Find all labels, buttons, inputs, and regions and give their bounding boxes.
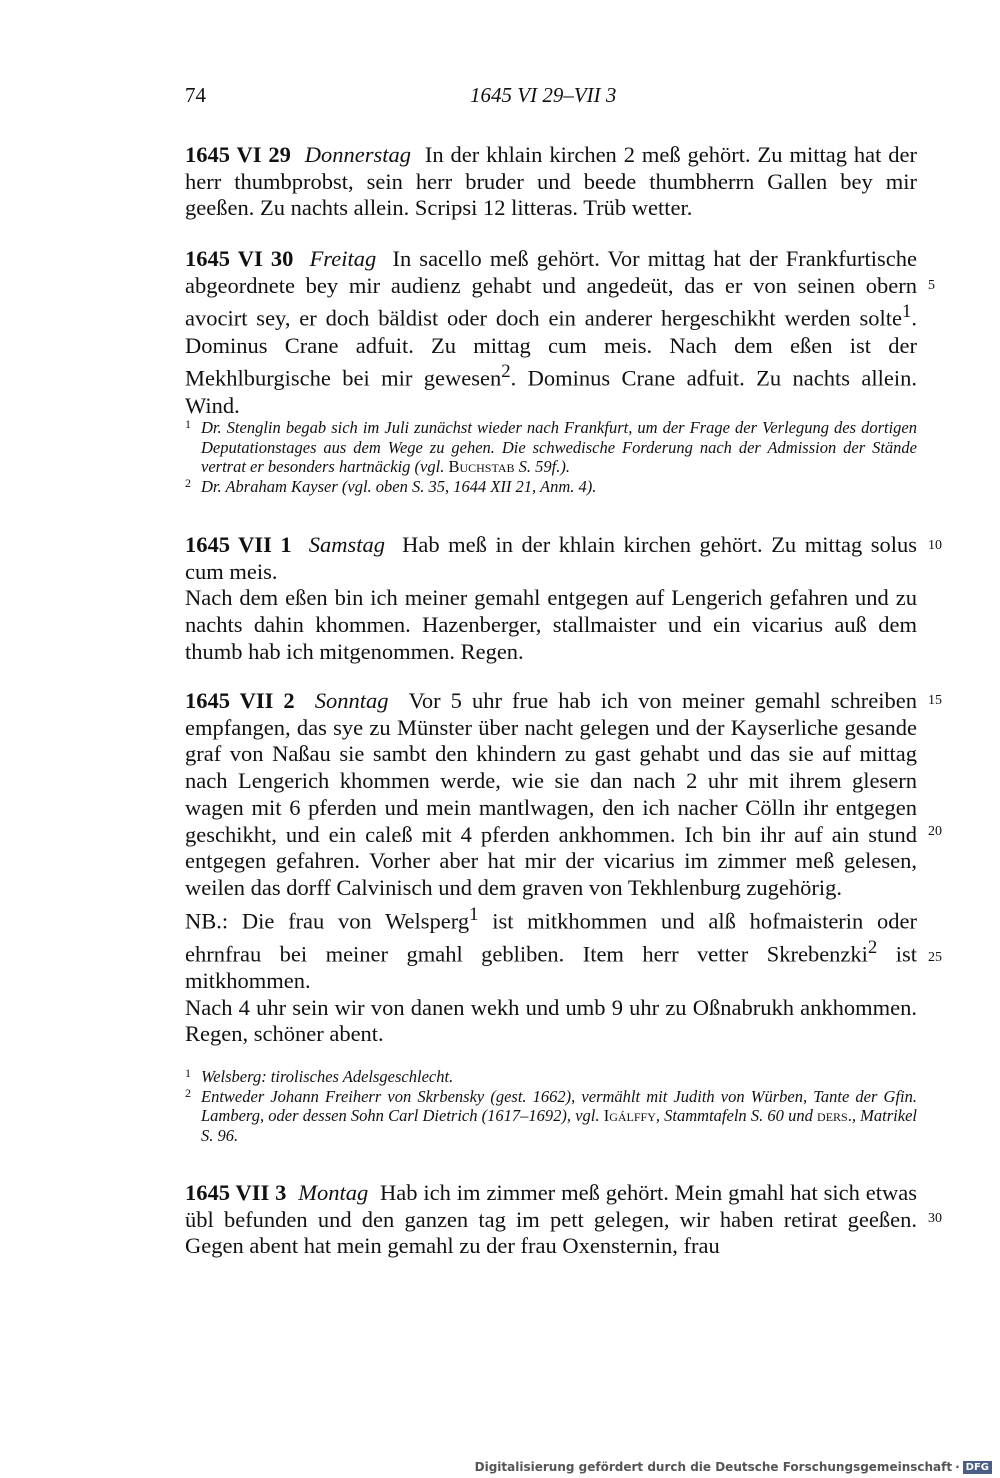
diary-entry <box>185 532 917 666</box>
footnote-number: 2 <box>185 475 191 490</box>
running-title: 1645 VI 29–VII 3 <box>470 83 617 107</box>
entry-date: 1645 VI 29 <box>185 142 291 167</box>
footnote <box>185 418 917 477</box>
footnote <box>185 1087 917 1146</box>
entry-weekday: Samstag <box>308 532 386 557</box>
entry-text: . Dominus Crane adfuit. Zu nachts allein. Wind. <box>185 365 917 418</box>
diary-entry <box>185 1180 917 1260</box>
entry-weekday: Montag <box>298 1180 369 1205</box>
entry-text: . Dominus Crane adfuit. Zu mittag cum meis. Nach dem eßen ist der Mekhlburgische bei mir gewesen <box>185 305 917 391</box>
line-number: 30 <box>928 1211 942 1226</box>
entry-date: 1645 VII 3 <box>185 1180 287 1205</box>
footnote-text: Dr. Stenglin begab sich im Juli zunächst wieder nach Frankfurt, um der Frage der Verlegung des dortigen Deputationstages aus dem Wege zu gehen. Die schwedische Forderung nach der Admission der Stände vertrat er besonders hartnäckig (vgl. <box>201 418 917 476</box>
entry-date: 1645 VII 2 <box>185 688 295 713</box>
credit-text: Digitalisierung gefördert durch die Deutsche Forschungsgemeinschaft <box>474 1460 953 1474</box>
entry-text: Hab meß in der khlain kirchen gehört. Zu mittag solus cum meis. <box>185 532 918 584</box>
line-number: 20 <box>928 824 942 839</box>
footnote-text: , Stammtafeln S. 60 und <box>655 1106 818 1125</box>
diary-entry <box>185 142 917 222</box>
footnote-number: 1 <box>185 1066 191 1080</box>
separator-dot: · <box>955 1460 960 1474</box>
footnote-ref: 1 <box>469 903 479 925</box>
line-number: 10 <box>928 538 942 553</box>
entry-text: Vor 5 uhr frue hab ich von meiner gemahl schreiben empfangen, das sye zu Münster über nacht gelegen und der Kayserliche gesande graf von Naßau sie sambt den khindern zu gast gehabt und das sie auf mittag nach Lengerich khommen werde, wie sie dan nach 2 uhr mit ihrem glesern wagen mit 6 pferden und mein mantlwagen, den ich nacher Cölln ihr entgegen geschikht, und ein caleß mit 4 pferden ankhommen. Ich bin ihr auf ain stund entgegen gefahren. Vorher aber hat mir der vicarius im zimmer meß gelesen, weilen das dorff Calvinisch und dem graven von Tekhlenburg zugehörig. <box>185 688 918 900</box>
footnote <box>185 1067 917 1087</box>
entry-paragraph: Nach 4 uhr sein wir von danen wekh und umb 9 uhr zu Oßnabrukh ankhommen. Regen, schöner abent. <box>185 994 917 1047</box>
author-citation: Igálffy <box>603 1106 656 1125</box>
footnote-number: 2 <box>185 1085 191 1100</box>
line-number: 25 <box>928 950 942 965</box>
entry-text: NB.: Die frau von Welsperg <box>185 908 470 934</box>
footnote-ref: 1 <box>902 301 912 323</box>
footnote-ref: 2 <box>501 361 511 383</box>
footnote-text: Welsberg: tirolisches Adelsgeschlecht. <box>201 1067 454 1086</box>
footnotes <box>185 418 917 496</box>
footnote-text: , Matrikel S. 96. <box>201 1106 917 1145</box>
entry-text: ist mitkhommen. <box>185 941 917 994</box>
entry-text: In der khlain kirchen 2 meß gehört. Zu mittag hat der herr thumbprobst, sein herr bruder und beede thumbherrn Gallen bey mir geeßen. Zu nachts allein. Scripsi 12 litteras. Trüb wetter. <box>185 142 918 221</box>
dfg-logo: DFG <box>963 1461 992 1474</box>
footnote <box>185 477 917 497</box>
footnote-text: Entweder Johann Freiherr von Skrbensky (gest. 1662), vermählt mit Judith von Würben, Tante der Gfin. Lamberg, oder dessen Sohn Carl Dietrich (1617–1692), vgl. <box>201 1086 917 1125</box>
entry-paragraph: Nach dem eßen bin ich meiner gemahl entgegen auf Lengerich gefahren und zu nachts dahin khommen. Hazenberger, stallmaister und ein vicarius auß dem thumb hab ich mitgenommen. Regen. <box>185 585 917 664</box>
footnotes <box>185 1067 917 1145</box>
digitization-credit <box>475 1460 992 1474</box>
entry-date: 1645 VI 30 <box>185 246 294 271</box>
entry-date: 1645 VII 1 <box>185 532 292 557</box>
line-number: 15 <box>928 693 942 708</box>
author-citation: ders. <box>817 1106 852 1125</box>
footnote-ref: 2 <box>867 936 878 958</box>
entry-text: Hab ich im zimmer meß gehört. Mein gmahl hat sich etwas übl befunden und den ganzen tag im pett gelegen, wir haben retirat geeßen. Gegen abent hat mein gemahl zu der frau Oxensternin, frau <box>185 1180 918 1259</box>
diary-entry <box>185 688 917 1048</box>
page-number: 74 <box>185 83 206 107</box>
entry-weekday: Donnerstag <box>304 142 412 167</box>
entry-text: ist mitkhommen und alß hofmaisterin oder ehrnfrau bei meiner gmahl gebliben. Item herr vetter Skrebenzki <box>185 908 917 967</box>
footnote-number: 1 <box>185 417 191 431</box>
entry-text: In sacello meß gehört. Vor mittag hat der Frankfurtische abgeordnete bey mir audienz gehabt und angedeüt, das er von seinen obern avocirt sey, er doch bäldist oder doch ein anderer hergeschikht werden solte <box>185 246 918 331</box>
footnote-text: S. 59f.). <box>514 457 570 476</box>
footnote-text: Dr. Abraham Kayser (vgl. oben S. 35, 1644 XII 21, Anm. 4). <box>201 476 597 496</box>
entry-weekday: Sonntag <box>314 688 389 713</box>
entry-weekday: Freitag <box>309 246 377 271</box>
author-citation: Buchstab <box>448 457 515 476</box>
diary-entry <box>185 246 917 419</box>
line-number: 5 <box>928 278 935 293</box>
